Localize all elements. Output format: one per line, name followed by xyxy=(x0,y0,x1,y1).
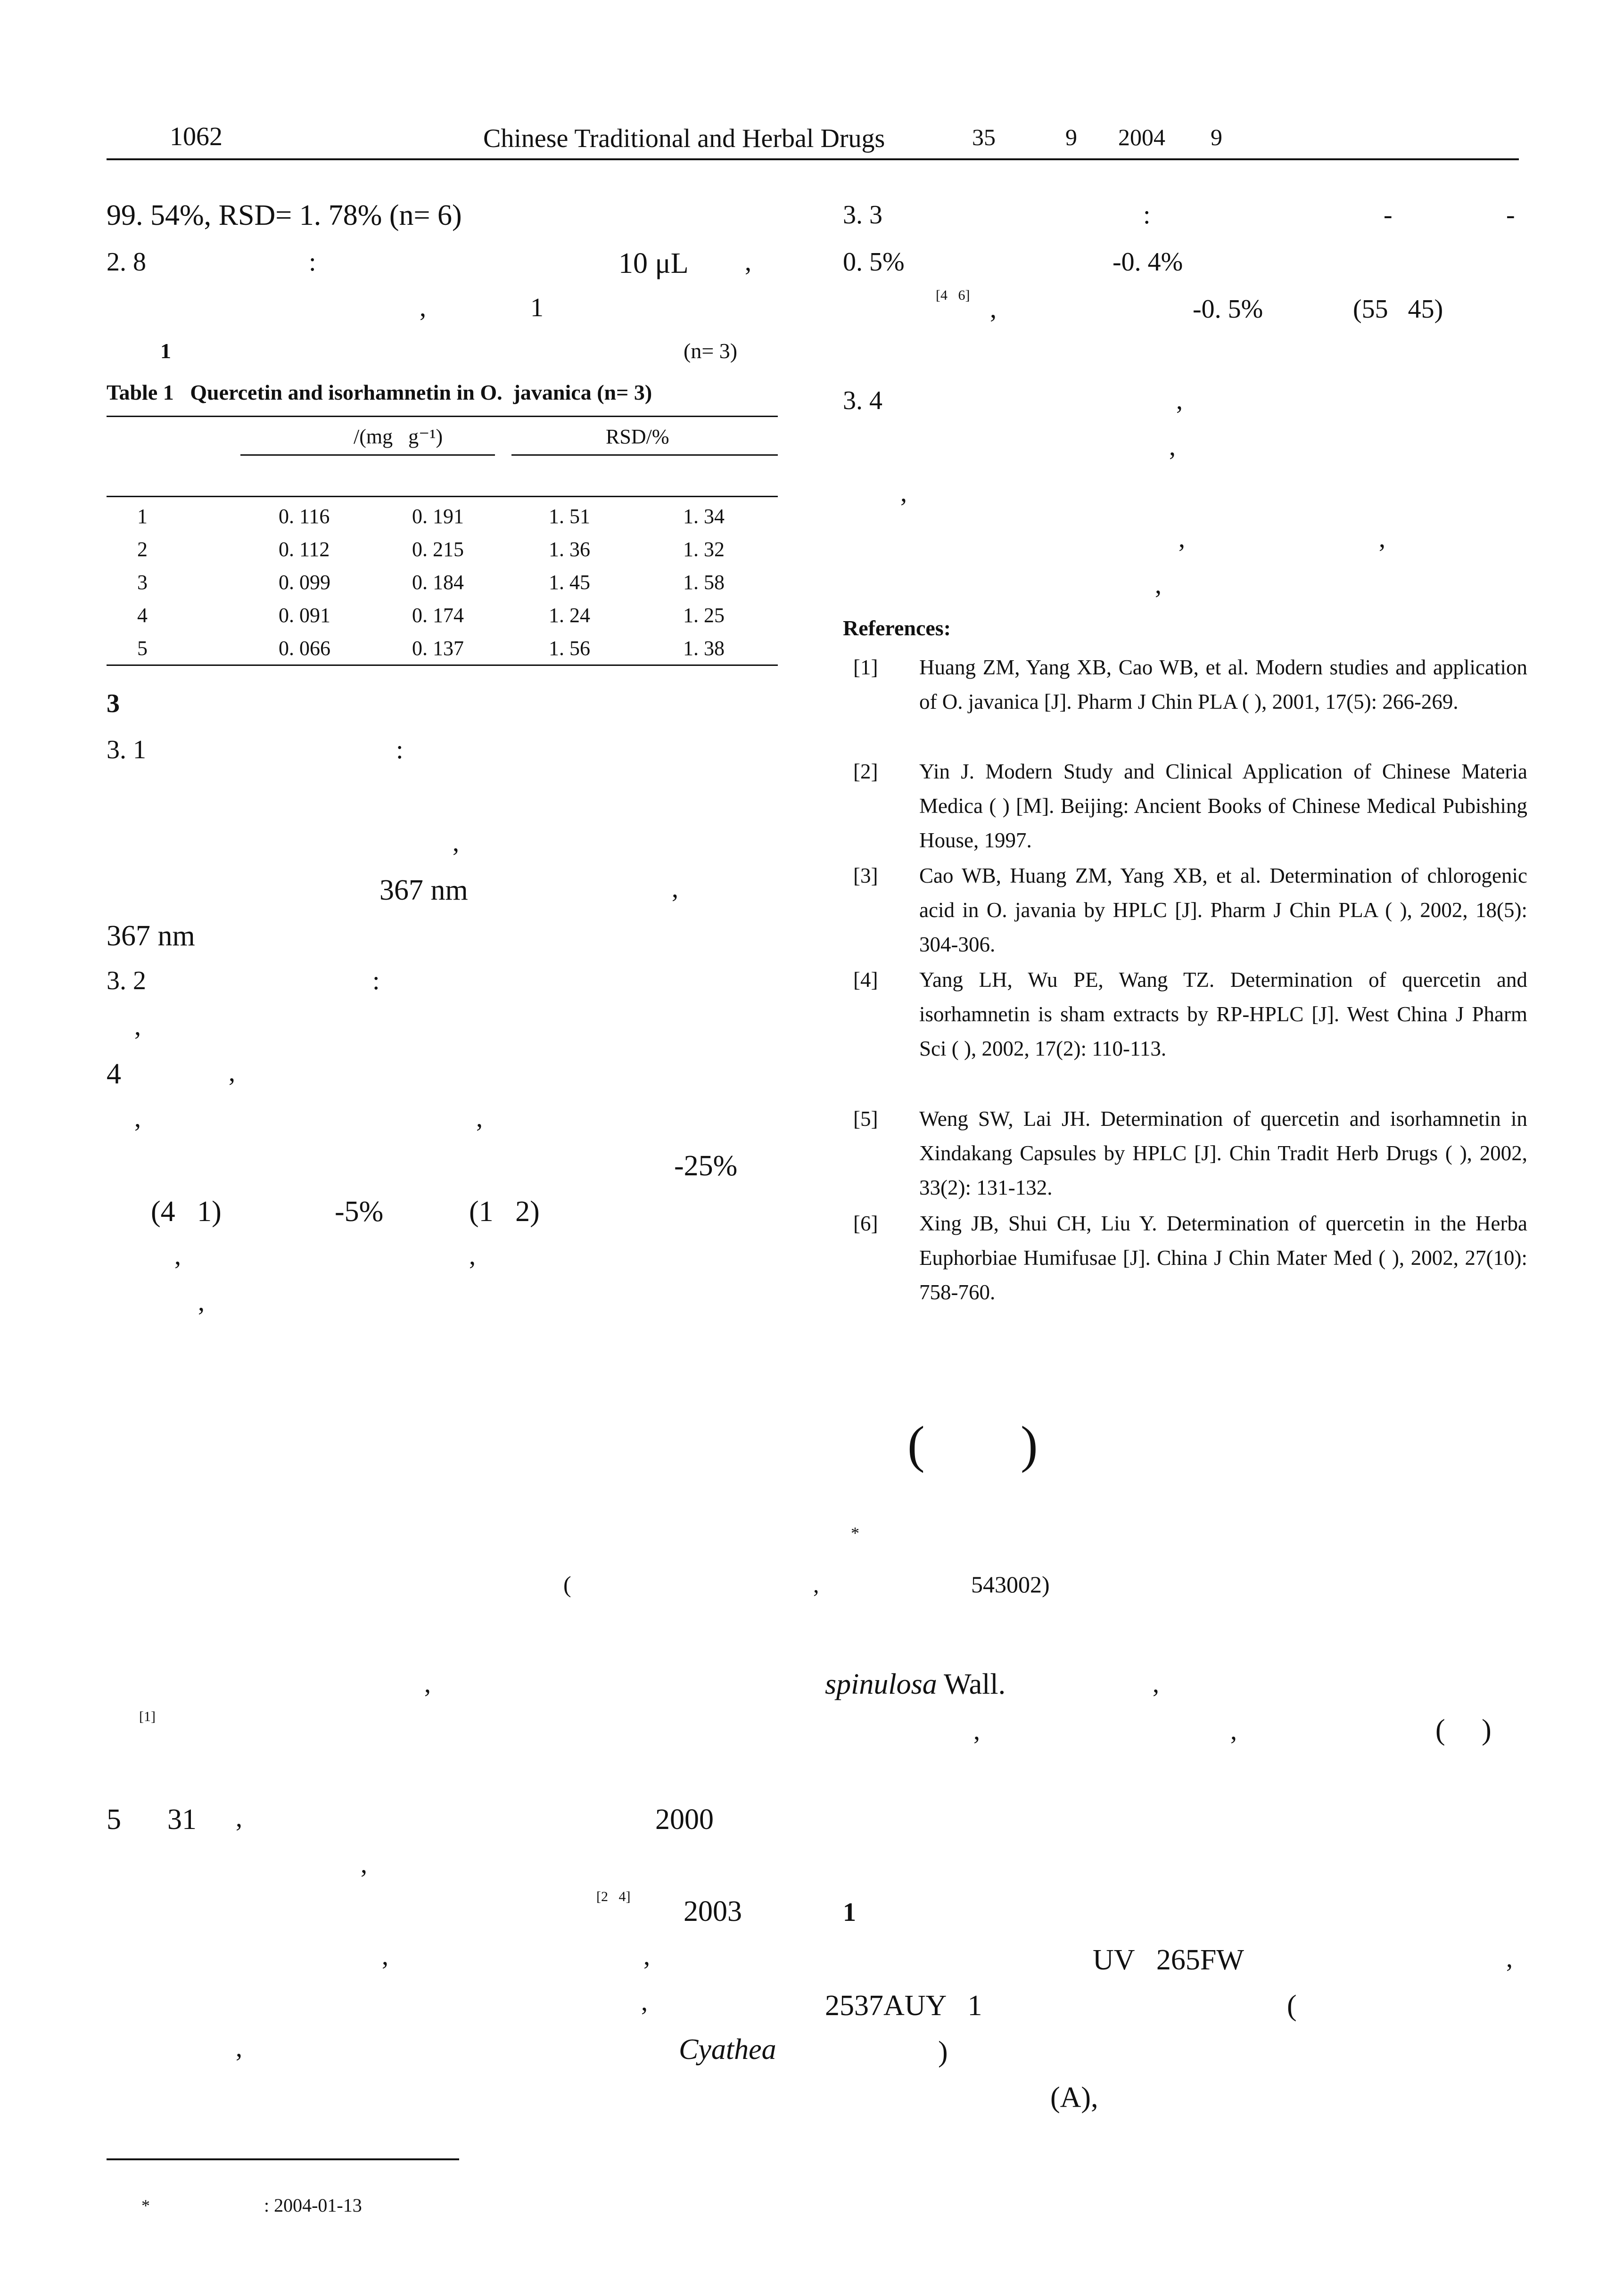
author-asterisk: * xyxy=(851,1524,859,1542)
section-3-heading: 3 xyxy=(107,689,120,718)
title-paren-open: ( xyxy=(907,1416,925,1473)
punct-comma: , xyxy=(229,1058,235,1087)
section-3-4-number: 3. 4 xyxy=(843,386,882,415)
table-cell: 0. 116 xyxy=(279,504,330,528)
table-cell: 0. 091 xyxy=(279,603,330,627)
header-year: 2004 xyxy=(1118,124,1165,150)
acid-concentration: 0. 5% xyxy=(843,247,905,277)
reference-number: [2] xyxy=(853,760,878,783)
section-2-8-number: 2. 8 xyxy=(107,247,146,277)
wavelength-value: 367 nm xyxy=(107,920,195,952)
parenthesis: ) xyxy=(938,2036,948,2068)
table-cell: 1. 24 xyxy=(549,603,590,627)
punct-comma: , xyxy=(1379,524,1385,553)
species-name: spinulosa xyxy=(825,1668,937,1700)
table-bottom-rule xyxy=(107,664,778,666)
section-2-8-colon: : xyxy=(309,247,316,277)
title-paren-close: ) xyxy=(1021,1416,1038,1473)
table-cell: 0. 174 xyxy=(412,603,464,627)
genus-name: Cyathea xyxy=(679,2034,776,2066)
year-2003: 2003 xyxy=(684,1895,742,1927)
table-cell: 2 xyxy=(137,537,148,561)
injection-volume: 10 μL xyxy=(618,247,689,279)
table-row xyxy=(107,599,778,631)
table-cell: 0. 215 xyxy=(412,537,464,561)
punct-comma: , xyxy=(424,1669,431,1698)
reference-item xyxy=(853,754,1527,858)
table-cell: 0. 184 xyxy=(412,570,464,594)
punct-comma: , xyxy=(134,1104,141,1133)
citation-superscript: [4 6] xyxy=(936,287,970,303)
punct-comma: , xyxy=(1155,570,1162,599)
punct-comma: , xyxy=(174,1241,181,1271)
table-cell: 3 xyxy=(137,570,148,594)
parenthesis: ( xyxy=(1287,1990,1297,2022)
table-cell: 0. 066 xyxy=(279,636,330,660)
header-month: 9 xyxy=(1211,124,1222,150)
affiliation-postcode: 543002) xyxy=(971,1571,1050,1598)
table-cell: 1. 45 xyxy=(549,570,590,594)
punct-comma: , xyxy=(1230,1716,1237,1746)
table-reference-number: 1 xyxy=(530,293,544,322)
species-epithet xyxy=(825,1670,1005,1699)
table-header-rule-rsd xyxy=(511,454,778,456)
reference-text: Weng SW, Lai JH. Determination of quercetin and isorhamnetin in Xindakang Capsules by HPLC [J]. Chin Tradit Herb Drugs ( ), 2002, 33(2): 131-132. xyxy=(919,1107,1527,1199)
punct-comma: , xyxy=(420,293,426,322)
punct-comma: , xyxy=(900,478,907,508)
table-cell: 1. 32 xyxy=(683,537,725,561)
header-issue: 9 xyxy=(1065,124,1077,150)
gradient-percent: -25% xyxy=(674,1150,738,1182)
footnote-rule xyxy=(107,2158,459,2160)
gradient-ratio: (1 2) xyxy=(469,1196,540,1228)
instrument-model: UV 265FW xyxy=(1093,1944,1244,1976)
punct-comma: , xyxy=(382,1942,388,1971)
punct-comma: , xyxy=(476,1104,483,1133)
table-row xyxy=(107,631,778,664)
references-heading: References: xyxy=(843,616,951,640)
acid-concentration: -0. 4% xyxy=(1113,247,1183,277)
reference-number: [5] xyxy=(853,1107,878,1131)
instrument-model: 2537AUY 1 xyxy=(825,1990,982,2022)
label-a: (A), xyxy=(1050,2082,1098,2114)
year-2000: 2000 xyxy=(655,1804,714,1836)
punct-comma: , xyxy=(198,1287,205,1317)
punct-comma: , xyxy=(643,1942,650,1971)
table-mid-rule xyxy=(107,496,778,497)
mobile-phase-ratio: (55 45) xyxy=(1353,295,1443,324)
punct-dash: - xyxy=(1384,200,1393,230)
table-number-cn: 1 xyxy=(160,339,171,363)
reference-text: Huang ZM, Yang XB, Cao WB, et al. Modern studies and application of O. javanica [J]. Pharm J Chin PLA ( ), 2001, 17(5): 266-269. xyxy=(919,656,1527,713)
table-cell: 4 xyxy=(137,603,148,627)
punct-comma: , xyxy=(1178,524,1185,553)
table-row xyxy=(107,533,778,566)
reference-item xyxy=(853,1206,1527,1310)
reference-item xyxy=(853,963,1527,1099)
table-cell: 1. 38 xyxy=(683,636,725,660)
reference-number: [3] xyxy=(853,864,878,887)
reference-number: [4] xyxy=(853,968,878,992)
section-3-1-number: 3. 1 xyxy=(107,735,146,764)
section-3-1-colon: : xyxy=(396,735,404,764)
acid-concentration: -0. 5% xyxy=(1193,295,1263,324)
table-header-rsd: RSD/% xyxy=(606,425,669,448)
punct-comma: , xyxy=(1506,1944,1513,1973)
table-header-rule-content xyxy=(240,454,495,456)
table-cell: 1. 58 xyxy=(683,570,725,594)
table-cell: 0. 112 xyxy=(279,537,330,561)
table-cell: 1. 51 xyxy=(549,504,590,528)
section-3-2-number: 3. 2 xyxy=(107,966,146,995)
reference-item xyxy=(853,859,1527,962)
number-4: 4 xyxy=(107,1058,121,1090)
table-cell: 1. 34 xyxy=(683,504,725,528)
table-row xyxy=(107,566,778,599)
table-cell: 0. 137 xyxy=(412,636,464,660)
punct-comma: , xyxy=(1153,1669,1159,1698)
reference-text: Xing JB, Shui CH, Liu Y. Determination of quercetin in the Herba Euphorbiae Humifusae [J]. China J Chin Mater Med ( ), 2002, 27(10): 758-760. xyxy=(919,1212,1527,1304)
punct-comma: , xyxy=(236,1804,242,1833)
number-31: 31 xyxy=(167,1804,197,1836)
citation-superscript: [1] xyxy=(139,1709,156,1724)
page-number: 1062 xyxy=(170,122,223,151)
punct-comma: , xyxy=(361,1850,367,1879)
table-cell: 0. 191 xyxy=(412,504,464,528)
punct-comma: , xyxy=(641,1987,648,2017)
received-date: : 2004-01-13 xyxy=(264,2195,362,2216)
table-caption: Table 1 Quercetin and isorhamnetin in O. javanica (n= 3) xyxy=(107,380,652,404)
wavelength-value: 367 nm xyxy=(379,874,468,906)
punct-comma: , xyxy=(236,2034,242,2063)
number-5: 5 xyxy=(107,1804,121,1836)
reference-text: Yang LH, Wu PE, Wang TZ. Determination of quercetin and isorhamnetin is sham extracts by RP-HPLC [J]. West China J Pharm Sci ( ), 2002, 17(2): 110-113. xyxy=(919,968,1527,1060)
quercetin-isorhamnetin-table xyxy=(107,500,778,664)
footnote-asterisk: * xyxy=(141,2196,150,2215)
punct-dash: - xyxy=(1506,200,1515,230)
journal-title: Chinese Traditional and Herbal Drugs xyxy=(483,124,885,153)
section-3-2-colon: : xyxy=(372,966,380,995)
punct-comma: , xyxy=(973,1716,980,1746)
table-cell: 0. 099 xyxy=(279,570,330,594)
punct-comma: , xyxy=(453,828,459,857)
reference-text: Yin J. Modern Study and Clinical Application of Chinese Materia Medica ( ) [M]. Beijing: Ancient Books of Chinese Medical Pubishing House, 1997. xyxy=(919,760,1527,852)
recovery-line: 99. 54%, RSD= 1. 78% (n= 6) xyxy=(107,199,462,231)
table-cell: 1. 25 xyxy=(683,603,725,627)
table-top-rule xyxy=(107,416,778,417)
section-1-heading: 1 xyxy=(843,1898,856,1927)
affiliation-paren: ( xyxy=(563,1571,571,1598)
affiliation-comma: , xyxy=(813,1571,819,1598)
punct-comma: , xyxy=(745,247,751,277)
table-cell: 1 xyxy=(137,504,148,528)
parenthetical: ( ) xyxy=(1435,1714,1492,1746)
citation-superscript: [2 4] xyxy=(596,1889,631,1904)
reference-item xyxy=(853,650,1527,754)
reference-item xyxy=(853,1102,1527,1205)
reference-text: Cao WB, Huang ZM, Yang XB, et al. Determination of chlorogenic acid in O. javania by HPLC [J]. Pharm J Chin PLA ( ), 2002, 18(5): 304-306. xyxy=(919,864,1527,956)
punct-comma: , xyxy=(990,295,997,324)
reference-number: [1] xyxy=(853,656,878,679)
table-header-content: /(mg g⁻¹) xyxy=(354,425,443,448)
reference-number: [6] xyxy=(853,1212,878,1235)
punct-comma: , xyxy=(1169,432,1176,461)
species-author: Wall. xyxy=(944,1668,1006,1700)
section-3-3-number: 3. 3 xyxy=(843,200,882,230)
table-row xyxy=(107,500,778,533)
punct-comma: , xyxy=(672,874,678,903)
section-3-3-colon: : xyxy=(1143,200,1151,230)
gradient-ratio: (4 1) xyxy=(151,1196,222,1228)
table-cell: 1. 36 xyxy=(549,537,590,561)
gradient-percent: -5% xyxy=(335,1196,384,1228)
header-volume: 35 xyxy=(972,124,996,150)
table-cell: 1. 56 xyxy=(549,636,590,660)
punct-comma: , xyxy=(469,1241,476,1271)
table-cell: 5 xyxy=(137,636,148,660)
header-rule xyxy=(107,158,1519,160)
table-sample-size-cn: (n= 3) xyxy=(684,339,738,363)
punct-comma: , xyxy=(1176,386,1183,415)
punct-comma: , xyxy=(134,1012,141,1041)
